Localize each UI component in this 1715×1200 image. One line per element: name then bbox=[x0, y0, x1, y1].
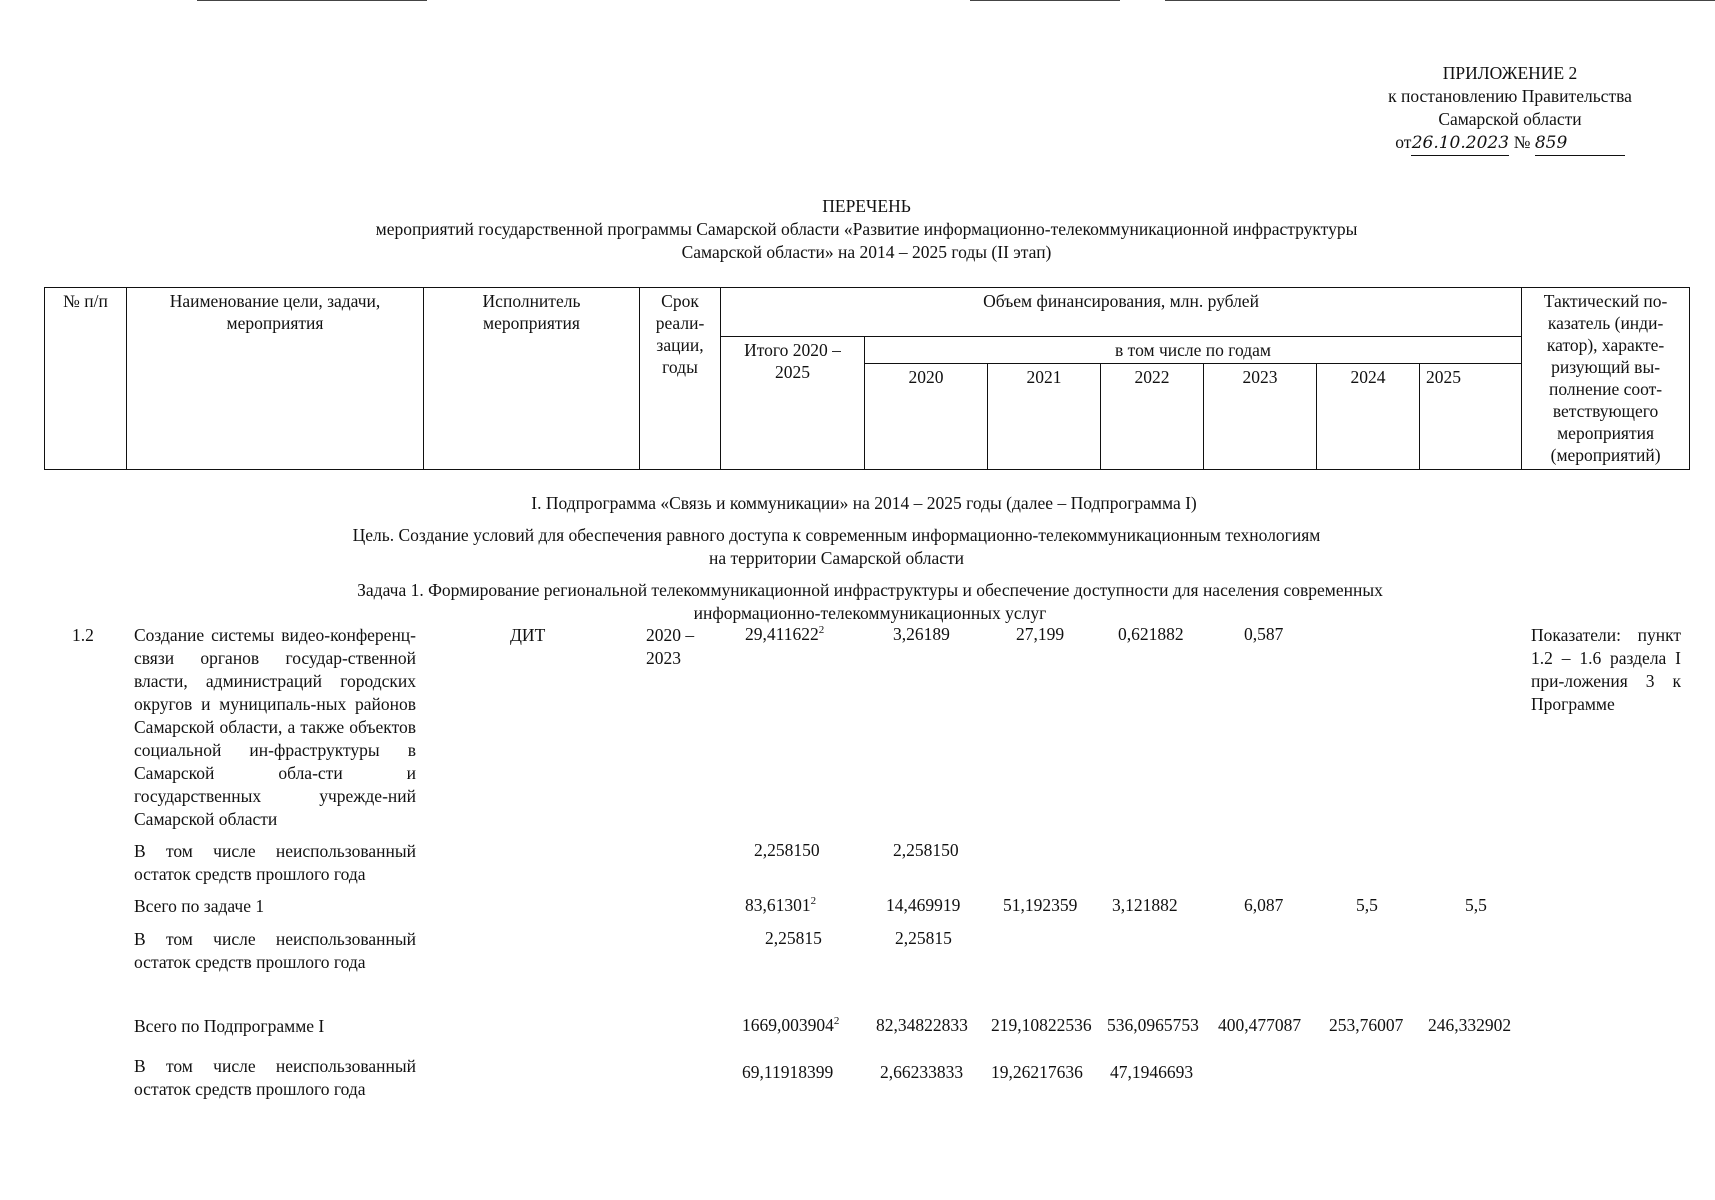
header-col-name: Наименование цели, задачи, мероприятия bbox=[127, 288, 424, 470]
subprogram-heading: I. Подпрограмма «Связь и коммуникации» на 2014 – 2025 годы (далее – Подпрограмма I) bbox=[531, 493, 1197, 513]
row-2020: 2,25815 bbox=[895, 928, 952, 948]
header-col-indicator: Тактический по-казатель (инди-катор), характе-ризующий вы-полнение соот-ветствующего мероприятия (мероприятий) bbox=[1522, 288, 1690, 470]
row-indicator: Показатели: пункт 1.2 – 1.6 раздела I при-ложения 3 к Программе bbox=[1531, 625, 1681, 714]
handwritten-date: 26.10.2023 bbox=[1411, 132, 1509, 156]
goal-heading: Цель. Создание условий для обеспечения равного доступа к современным информационно-телекоммуникационным технологиям на территории Самарской области bbox=[352, 525, 1321, 568]
row-2021: 27,199 bbox=[1016, 624, 1065, 644]
title-line-3: Самарской области» на 2014 – 2025 годы (II этап) bbox=[681, 242, 1052, 262]
row-executor: ДИТ bbox=[510, 625, 546, 645]
row-2020: 2,258150 bbox=[893, 840, 959, 860]
header-year-2024: 2024 bbox=[1317, 364, 1420, 470]
header-year-2022: 2022 bbox=[1101, 364, 1204, 470]
row-total: 2,25815 bbox=[765, 928, 822, 948]
scan-artifact-top bbox=[197, 0, 427, 1]
scan-artifact-top bbox=[1165, 0, 1715, 1]
task-heading: Задача 1. Формирование региональной телекоммуникационной инфраструктуры и обеспечение доступности для населения современных информационно-телекоммуникационных услуг bbox=[357, 580, 1383, 623]
row-total: 1669,003904$^2$ bbox=[742, 1015, 840, 1035]
row-2022: 536,0965753 bbox=[1107, 1015, 1199, 1035]
row-total: 69,11918399 bbox=[742, 1062, 834, 1082]
approval-block bbox=[1360, 62, 1660, 156]
row-2025: 246,332902 bbox=[1428, 1015, 1512, 1035]
row-name: Всего по Подпрограмме I bbox=[134, 1016, 325, 1036]
row-2021: 219,10822536 bbox=[991, 1015, 1092, 1035]
row-total: 83,61301$^2$ bbox=[745, 895, 817, 915]
handwritten-number: 859 bbox=[1535, 132, 1625, 156]
header-year-2020: 2020 bbox=[865, 364, 988, 470]
scan-artifact-top bbox=[970, 0, 1120, 1]
date-number-line: от26.10.2023 № 859 bbox=[1360, 131, 1660, 156]
document-title bbox=[44, 195, 1689, 264]
row-total: 2,258150 bbox=[754, 840, 820, 860]
row-2022: 0,621882 bbox=[1118, 624, 1184, 644]
header-col-funding: Объем финансирования, млн. рублей bbox=[721, 288, 1522, 337]
row-name: В том числе неиспользованный остаток средств прошлого года bbox=[134, 1056, 416, 1099]
row-2020: 2,66233833 bbox=[880, 1062, 964, 1082]
resolution-ref: к постановлению Правительства bbox=[1388, 86, 1632, 106]
row-2021: 51,192359 bbox=[1003, 895, 1078, 915]
region-name: Самарской области bbox=[1438, 109, 1582, 129]
row-2020: 82,34822833 bbox=[876, 1015, 968, 1035]
header-col-by-years: в том числе по годам bbox=[865, 337, 1522, 364]
row-2023: 0,587 bbox=[1244, 624, 1284, 644]
row-2021: 19,26217636 bbox=[991, 1062, 1083, 1082]
row-name: Всего по задаче 1 bbox=[134, 896, 265, 916]
row-2023: 400,477087 bbox=[1218, 1015, 1302, 1035]
title-line-2: мероприятий государственной программы Самарской области «Развитие информационно-телекоммуникационной инфраструктуры bbox=[375, 219, 1358, 239]
row-name: В том числе неиспользованный остаток средств прошлого года bbox=[134, 929, 416, 972]
footnote-mark: 2 bbox=[833, 1015, 840, 1028]
row-term: 2020 – 2023 bbox=[646, 625, 695, 668]
header-year-2025: 2025 bbox=[1420, 364, 1522, 470]
row-2020: 14,469919 bbox=[886, 895, 961, 915]
header-col-term: Срок реали-зации, годы bbox=[640, 288, 721, 470]
row-2022: 3,121882 bbox=[1112, 895, 1178, 915]
row-total: 29,411622$^2$ bbox=[745, 624, 825, 644]
header-year-2021: 2021 bbox=[988, 364, 1101, 470]
header-col-executor: Исполнитель мероприятия bbox=[424, 288, 640, 470]
title-heading: ПЕРЕЧЕНЬ bbox=[822, 196, 911, 216]
header-col-total: Итого 2020 – 2025 bbox=[721, 337, 865, 470]
row-2024: 5,5 bbox=[1356, 895, 1378, 915]
row-2020: 3,26189 bbox=[893, 624, 950, 644]
row-name: Создание системы видео-конференц-связи органов государ-ственной власти, администраций городских округов и муниципаль-ных районов Самарской области, а также объектов социальной ин-фраструктуры в Самарской обла-сти и государственных учрежде-ний Самарской области bbox=[134, 625, 416, 829]
table-header bbox=[44, 287, 1690, 470]
row-name: В том числе неиспользованный остаток средств прошлого года bbox=[134, 841, 416, 884]
footnote-mark: 2 bbox=[818, 624, 825, 637]
header-year-2023: 2023 bbox=[1204, 364, 1317, 470]
row-2025: 5,5 bbox=[1465, 895, 1487, 915]
appendix-label: ПРИЛОЖЕНИЕ 2 bbox=[1442, 63, 1578, 83]
row-2023: 6,087 bbox=[1244, 895, 1284, 915]
row-2024: 253,76007 bbox=[1329, 1015, 1404, 1035]
row-no: 1.2 bbox=[72, 625, 94, 645]
footnote-mark: 2 bbox=[810, 895, 817, 908]
row-2022: 47,1946693 bbox=[1110, 1062, 1194, 1082]
header-col-no: № п/п bbox=[45, 288, 127, 470]
